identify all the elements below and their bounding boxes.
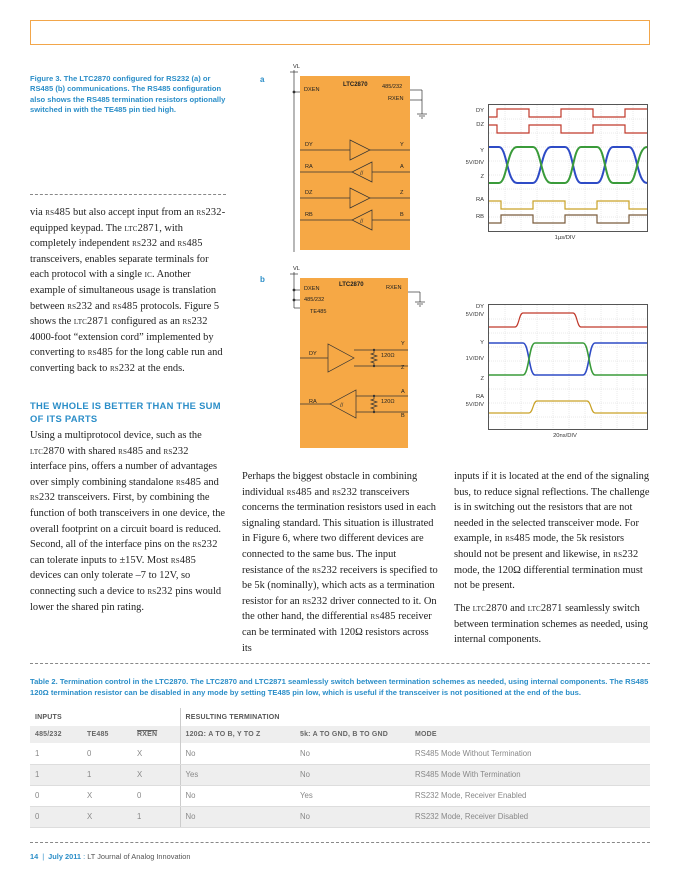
figure-caption: Figure 3. The LTC2870 configured for RS232 (a) or RS485 (b) communications. The RS485 configuration also shows the RS485 termination resistors optionally switched in with the TE485 pin tied high.	[30, 74, 226, 115]
table-cell: No	[180, 785, 295, 806]
scope-b-traces	[489, 305, 647, 429]
chip-b-pin-y: Y	[401, 341, 405, 347]
table-cell: X	[132, 743, 180, 764]
column-divider	[30, 194, 226, 195]
small-caps-term: ltc2870	[30, 445, 65, 457]
chip-a-pin-z: Z	[400, 190, 404, 196]
small-caps-term: rs232	[302, 595, 328, 607]
small-caps-term: ltc2871	[73, 316, 109, 328]
table-row	[30, 764, 650, 785]
chip-b-pin-b: B	[401, 413, 405, 419]
small-caps-term: rs485	[45, 207, 71, 218]
small-caps-term: ltc2870	[472, 603, 508, 614]
left-paragraph-1: via rs485 but also accept input from an rs232-equipped keypad. The ltc2871, with completely independent rs232 and rs485 transceivers, enables separate terminals for each protocol with a single ic. Another example of simultaneous usage is translation between rs232 and rs485 protocols. Figure 5 shows the ltc2871 configured as an rs232 4000-foot “extension cord” implemented by converting to rs485 for the long cable run and converting back to rs232 at the ends.	[30, 207, 226, 374]
small-caps-term: rs485	[177, 238, 203, 250]
small-caps-term: rs485	[118, 445, 144, 457]
small-caps-term: rs232	[67, 300, 93, 312]
footer-separator: |	[42, 852, 45, 861]
table-cell: 1	[30, 764, 82, 785]
chip-b-pin-ra: RA	[309, 399, 317, 405]
table-cell: No	[295, 743, 410, 764]
scope-a	[488, 104, 648, 232]
panel-label-a: a	[260, 75, 265, 84]
scope-b-label-scale2: 1V/DIV	[465, 356, 484, 362]
chip-b-rxen: RXEN	[386, 285, 402, 291]
scope-a-label-dy: DY	[475, 108, 484, 114]
table-cell: 0	[132, 785, 180, 806]
small-caps-term: rs232	[613, 548, 639, 560]
scope-a-label-dz: DZ	[476, 122, 484, 128]
chip-a-dxen: DXEN	[304, 87, 320, 93]
small-caps-term: rs485	[286, 486, 312, 498]
svg-text://: //	[360, 219, 364, 225]
chip-a-rxen: RXEN	[388, 96, 404, 102]
table-cell: Yes	[295, 785, 410, 806]
scope-b-label-z: Z	[480, 376, 484, 382]
page-number: 14	[30, 852, 39, 861]
table-header	[30, 726, 82, 743]
table-cell: X	[82, 806, 132, 827]
scope-b-timebase: 20ns/DIV	[553, 433, 577, 439]
scope-a-label-y: Y	[480, 148, 484, 154]
vl-label-b: VL	[293, 266, 300, 272]
panel-label-b: b	[260, 275, 265, 284]
table-header: 120Ω: A TO B, Y TO Z	[180, 726, 295, 743]
table-cell: X	[132, 764, 180, 785]
small-caps-term: rs232	[147, 585, 173, 597]
table-cell: 1	[132, 806, 180, 827]
table-header: MODE	[410, 726, 650, 743]
footer-divider	[30, 842, 650, 843]
small-caps-term: rs232	[109, 362, 136, 374]
chip-a-pin-y: Y	[400, 142, 404, 148]
table-cell: No	[295, 806, 410, 827]
table-row	[30, 785, 650, 806]
issue-date: July 2011	[48, 852, 82, 861]
small-caps-term: ic	[144, 269, 152, 281]
middle-paragraph: Perhaps the biggest obstacle in combining individual rs485 and rs232 transceivers concerns the termination resistors used in each signaling standard. This situation is illustrated in Figure 6, where two different devices are connected to the same bus. The input resistance of the rs232 receivers is specified to be 5k (nominally), which acts as a termination resistor for an rs232 driver connected to it. On the other hand, the differential rs485 receiver can be terminated with 120Ω resistors across its	[242, 471, 438, 654]
table-cell: No	[180, 743, 295, 764]
chip-a-pin-rb: RB	[305, 212, 313, 218]
termination-resistor-1: 120Ω	[381, 353, 395, 359]
table-group-inputs: INPUTS	[35, 713, 62, 721]
scope-a-label-z: Z	[480, 174, 484, 180]
scope-a-label-ra: RA	[475, 197, 484, 203]
small-caps-term: rs485	[176, 476, 202, 488]
svg-text://: //	[360, 171, 364, 177]
scope-a-label-scale: 5V/DIV	[465, 160, 484, 166]
small-caps-term: rs485	[370, 611, 396, 623]
scope-b-label-dy: DY	[475, 304, 484, 310]
header-banner	[30, 20, 650, 45]
chip-b-pin-a: A	[401, 389, 405, 395]
vl-label-a: VL	[293, 64, 300, 70]
left-paragraph-2: Using a multiprotocol device, such as the ltc2870 with shared rs485 and rs232 interface pins, offers a number of advantages over simply combining standalone rs485 and rs232 transceivers. First, by combining the function of both transceivers in one device, the overall footprint on a circuit board is reduced. Second, all of the interface pins on the rs232 can tolerate inputs to ±15V. Most rs485 devices can only tolerate –7 to 12V, so connecting such a device to rs232 pins would lower the shared pin rating.	[30, 430, 226, 613]
table-cell: 0	[82, 743, 132, 764]
chip-b-pin-dy: DY	[309, 351, 317, 357]
small-caps-term: rs485	[170, 554, 197, 566]
chip-b-te485: TE485	[310, 309, 327, 315]
small-caps-term: rs232	[30, 492, 56, 504]
right-paragraph-2: The ltc2870 and ltc2871 seamlessly switch between termination schemes as needed, using internal components.	[454, 603, 648, 646]
table-cell: 1	[82, 764, 132, 785]
table-cell: 0	[30, 785, 82, 806]
small-caps-term: rs485	[505, 533, 531, 545]
scope-b-label-scale3: 5V/DIV	[465, 402, 484, 408]
table-cell: X	[82, 785, 132, 806]
chip-a-pin-a: A	[400, 164, 404, 170]
small-caps-term: rs485	[87, 347, 113, 359]
table-divider-top	[30, 663, 650, 664]
chip-a-pin-dz: DZ	[305, 190, 313, 196]
scope-a-timebase: 1µs/DIV	[554, 235, 576, 241]
table-cell: RS485 Mode With Termination	[410, 764, 650, 785]
table-header: RXEN	[132, 726, 180, 743]
chip-b-pin-z: Z	[401, 365, 405, 371]
scope-a-traces	[489, 105, 647, 231]
small-caps-term: rs485	[112, 300, 138, 312]
chip-b-mode: 485/232	[304, 297, 325, 303]
svg-text://: //	[340, 403, 344, 409]
table-group-result: RESULTING TERMINATION	[180, 708, 650, 726]
scope-b-label-ra: RA	[475, 394, 484, 400]
termination-table	[30, 708, 650, 828]
small-caps-term: ltc2871	[527, 603, 563, 614]
header-485-232: 485/232	[35, 731, 62, 738]
scope-b	[488, 304, 648, 430]
termination-resistor-2: 120Ω	[381, 399, 395, 405]
small-caps-term: rs232	[196, 207, 222, 218]
table-cell: 0	[30, 806, 82, 827]
table-cell: No	[295, 764, 410, 785]
table-caption: Table 2. Termination control in the LTC2870. The LTC2870 and LTC2871 seamlessly switch between termination schemes as needed, using internal components. The RS485 120Ω termination resistor can be disabled in any mode by setting TE485 pin low, which is useful if the transceiver is not positioned at the end of the bus.	[30, 677, 649, 697]
table-row	[30, 743, 650, 764]
chip-b-dxen: DXEN	[304, 286, 320, 292]
small-caps-term: rs232	[332, 486, 358, 498]
table-cell: No	[180, 806, 295, 827]
chip-a-mode: 485/232	[382, 84, 403, 90]
small-caps-term: rs232	[132, 238, 158, 250]
chip-a-name: LTC2870	[343, 82, 368, 88]
right-paragraph-1: inputs if it is located at the end of the signaling bus, to reduce signal reflections. The challenge is in switching out the resistors that are not needed in the selected transceiver mode. For example, in rs485 mode, the 5k resistors should not be present and likewise, in rs232 mode, the 120Ω differential termination must not be present.	[454, 471, 650, 592]
small-caps-term: rs232	[163, 445, 189, 457]
scope-a-label-rb: RB	[475, 214, 484, 220]
section-heading: THE WHOLE IS BETTER THAN THE SUM OF ITS PARTS	[30, 400, 221, 424]
publication-name: LT Journal of Analog Innovation	[87, 852, 191, 861]
table-cell: RS485 Mode Without Termination	[410, 743, 650, 764]
table-cell: RS232 Mode, Receiver Disabled	[410, 806, 650, 827]
small-caps-term: ltc2871	[124, 222, 160, 234]
scope-b-label-y: Y	[480, 340, 484, 346]
table-cell: Yes	[180, 764, 295, 785]
chip-a-pin-dy: DY	[305, 142, 313, 148]
scope-b-label-scale1: 5V/DIV	[465, 312, 484, 318]
chip-b-name: LTC2870	[339, 282, 364, 288]
small-caps-term: rs232	[312, 564, 338, 576]
table-row	[30, 806, 650, 827]
table-cell: 1	[30, 743, 82, 764]
schematic-b	[280, 264, 440, 452]
small-caps-term: rs232	[192, 539, 218, 551]
table-cell: RS232 Mode, Receiver Enabled	[410, 785, 650, 806]
chip-a-pin-b: B	[400, 212, 404, 218]
chip-a-pin-ra: RA	[305, 164, 313, 170]
table-header: TE485	[82, 726, 132, 743]
table-header: 5k: A TO GND, B TO GND	[295, 726, 410, 743]
page-footer: 14 | July 2011 : LT Journal of Analog Innovation	[30, 852, 191, 861]
small-caps-term: rs232	[182, 316, 208, 328]
